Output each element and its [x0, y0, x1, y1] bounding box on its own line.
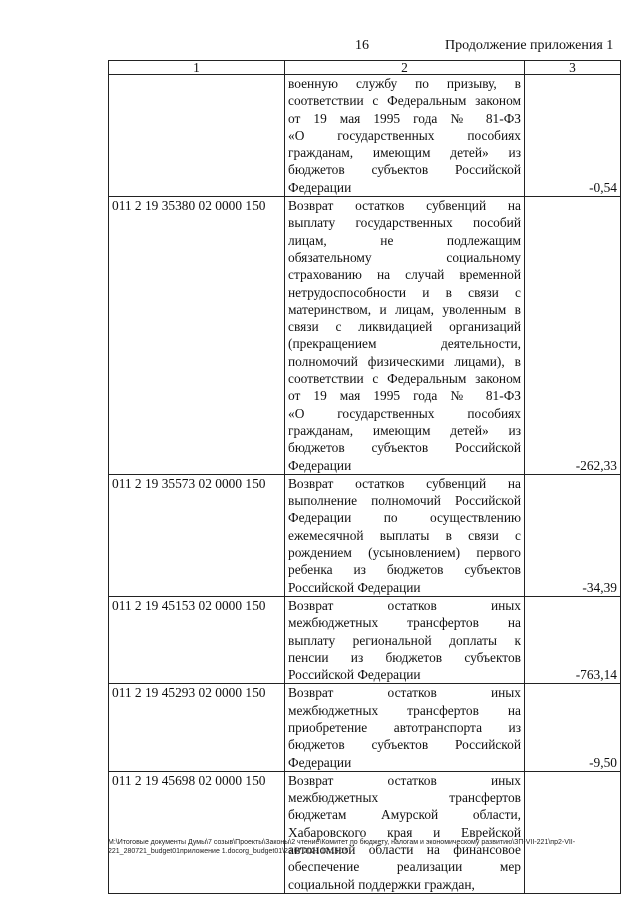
- description-line: Федерации: [288, 179, 352, 195]
- footer-line: 221_280721_budget01приложение 1.docorg_budget01\23.07.2021 17:15:15: [108, 848, 349, 855]
- table-row: [109, 75, 621, 197]
- table-row: [109, 684, 621, 771]
- description-line: «О государственных пособиях: [288, 127, 521, 143]
- description-cell: [285, 684, 525, 771]
- continuation-title: Продолжение приложения 1: [445, 38, 614, 53]
- description-line: лицам, не подлежащим: [288, 232, 521, 248]
- description-line: полномочий физическими лицами), в: [288, 353, 521, 369]
- budget-table: [108, 60, 621, 894]
- description-line: гражданам, имеющим детей» из: [288, 422, 521, 438]
- description-line: автономной области на финансовое: [288, 842, 521, 858]
- table-row: [109, 474, 621, 596]
- description-line: рождением (усыновлением) первого: [288, 545, 521, 561]
- amount-cell: -763,14: [525, 596, 621, 683]
- description-line: ребенка из бюджетов субъектов: [288, 562, 521, 578]
- description-line: Федерации: [288, 754, 352, 770]
- description-line: (прекращением деятельности,: [288, 336, 521, 352]
- budget-code-cell: [109, 75, 285, 197]
- description-line: бюджетам Амурской области,: [288, 807, 521, 823]
- description-line: материнством, и лицам, уволенным в: [288, 301, 521, 317]
- description-line: межбюджетных трансфертов на: [288, 702, 521, 718]
- description-line: Федерации: [288, 457, 352, 473]
- amount-cell: [525, 771, 621, 893]
- column-header: 1: [109, 61, 285, 75]
- amount-cell: -9,50: [525, 684, 621, 771]
- footer-line: M:\Итоговые документы Думы\7 созыв\Проекты\Законы\2 чтение\Комитет по бюджету, налогам и экономическому развитию\ЗП-VII-221\пр2-VII-: [108, 839, 576, 846]
- description-line: Возврат остатков иных: [288, 597, 521, 613]
- description-line: выплату государственных пособий: [288, 215, 521, 231]
- amount-cell: -0,54: [525, 75, 621, 197]
- description-line: Российской Федерации: [288, 579, 421, 595]
- description-line: гражданам, имеющим детей» из: [288, 145, 521, 161]
- budget-code-cell: 011 2 19 45698 02 0000 150: [109, 771, 285, 893]
- description-cell: [285, 771, 525, 893]
- budget-code-cell: 011 2 19 45293 02 0000 150: [109, 684, 285, 771]
- description-line: нетрудоспособности и в связи с: [288, 284, 521, 300]
- description-line: выполнение полномочий Российской: [288, 493, 521, 509]
- description-line: Возврат остатков субвенций на: [288, 475, 521, 491]
- description-line: Федерации по осуществлению: [288, 510, 521, 526]
- description-line: от 19 мая 1995 года № 81-ФЗ: [288, 388, 521, 404]
- description-line: связи с ликвидацией организаций: [288, 319, 521, 335]
- file-path-footer: [108, 838, 622, 856]
- description-line: бюджетов субъектов Российской: [288, 162, 521, 178]
- description-line: обязательному социальному: [288, 249, 521, 265]
- table-row: [109, 596, 621, 683]
- description-cell: [285, 474, 525, 596]
- description-line: пенсии из бюджетов субъектов: [288, 649, 521, 665]
- column-header: 2: [285, 61, 525, 75]
- description-line: Возврат остатков иных: [288, 685, 521, 701]
- description-line: бюджетов субъектов Российской: [288, 440, 521, 456]
- description-line: Российской Федерации: [288, 667, 421, 683]
- amount-cell: -262,33: [525, 197, 621, 475]
- description-line: Возврат остатков иных: [288, 772, 521, 788]
- description-line: военную службу по призыву, в: [288, 76, 521, 91]
- description-line: от 19 мая 1995 года № 81-ФЗ: [288, 110, 521, 126]
- budget-code-cell: 011 2 19 45153 02 0000 150: [109, 596, 285, 683]
- description-line: приобретение автотранспорта из: [288, 719, 521, 735]
- description-cell: [285, 596, 525, 683]
- description-line: обеспечение реализации мер: [288, 859, 521, 875]
- budget-code-cell: 011 2 19 35573 02 0000 150: [109, 474, 285, 596]
- description-cell: [285, 75, 525, 197]
- table-row: [109, 197, 621, 475]
- page-number: 16: [355, 38, 369, 53]
- description-line: межбюджетных трансфертов: [288, 790, 521, 806]
- description-line: соответствии с Федеральным законом: [288, 93, 521, 109]
- description-line: страхованию на случай временной: [288, 267, 521, 283]
- description-line: Возврат остатков субвенций на: [288, 198, 521, 214]
- description-line: межбюджетных трансфертов на: [288, 615, 521, 631]
- amount-cell: -34,39: [525, 474, 621, 596]
- budget-code-cell: 011 2 19 35380 02 0000 150: [109, 197, 285, 475]
- description-line: выплату региональной доплаты к: [288, 632, 521, 648]
- table-row: [109, 771, 621, 893]
- description-line: «О государственных пособиях: [288, 405, 521, 421]
- description-cell: [285, 197, 525, 475]
- description-line: Хабаровского края и Еврейской: [288, 824, 521, 840]
- column-header: 3: [525, 61, 621, 75]
- table-header-row: [109, 61, 621, 75]
- description-line: соответствии с Федеральным законом: [288, 371, 521, 387]
- description-line: ежемесячной выплаты в связи с: [288, 527, 521, 543]
- description-line: социальной поддержки граждан,: [288, 876, 475, 892]
- description-line: бюджетов субъектов Российской: [288, 737, 521, 753]
